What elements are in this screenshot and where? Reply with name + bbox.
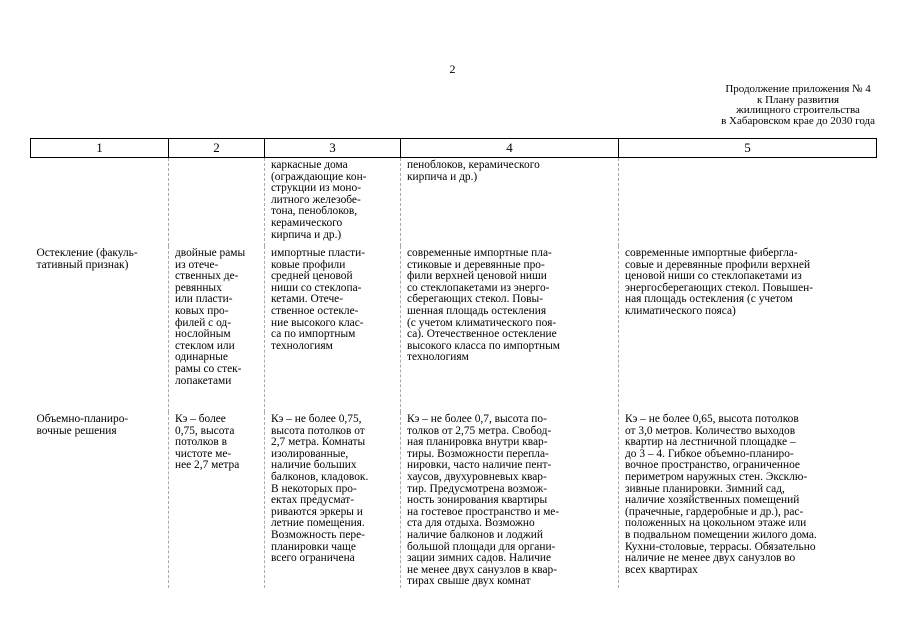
table-cell: импортные пласти- ковые профили средней ценовой ниши со стеклопа- кетами. Отече- ственное остекле- ние высокого клас- са по импортным технологиям <box>265 246 401 412</box>
table-cell: Кэ – не более 0,7, высота по- толков от 2,75 метра. Свобод- ная планировка внутри квар- тиры. Возможности перепла- нировки, часто наличие пент- хаусов, двухуровневых квар- тир. Предусмотрена возмож- ность зонирования квартиры на гостевое пространство и ме- ста для отдыха. Возможно наличие балконов и лоджий большой площади для органи- зации зимних садов. Наличие не менее двух санузлов в квар- тирах свыше двух комнат <box>401 412 619 588</box>
table-cell: пеноблоков, керамического кирпича и др.) <box>401 158 619 247</box>
table-cell: Кэ – не более 0,75, высота потолков от 2,7 метра. Комнаты изолированные, наличие больших балконов, кладовок. В некоторых про- ектах предусмат- риваются эркеры и летние помещения. Возможность пере- планировки чаще всего ограничена <box>265 412 401 588</box>
table-cell <box>31 158 169 247</box>
table-row <box>31 412 877 588</box>
header-col-2: 2 <box>169 139 265 158</box>
table-cell: Кэ – более 0,75, высота потолков в чистоте ме- нее 2,7 метра <box>169 412 265 588</box>
table-cell: современные импортные пла- стиковые и деревянные про- фили верхней ценовой ниши со стеклопакетами из энерго- сберегающих стекол. Повы- шенная площадь остекления (с учетом климатического поя- са). Отечественное остекление высокого класса по импортным технологиям <box>401 246 619 412</box>
header-col-5: 5 <box>619 139 877 158</box>
header-col-3: 3 <box>265 139 401 158</box>
table-row <box>31 246 877 412</box>
table-cell: Остекление (факуль- тативный признак) <box>36 247 138 271</box>
table-cell: Кэ – не более 0,65, высота потолков от 3,0 метров. Количество выходов квартир на лестничной площадке – до 3 – 4. Гибкое объемно-планиро- вочное пространство, ограниченное периметром наружных стен. Эксклю- зивные планировки. Зимний сад, наличие хозяйственных помещений (прачечные, гардеробные и др.), рас- положенных на цокольном этаже или в подвальном помещении жилого дома. Кухни-столовые, террасы. Обязательно наличие не менее двух санузлов во всех квартирах <box>619 412 877 588</box>
table-cell <box>619 158 877 247</box>
page-number: 2 <box>449 62 456 76</box>
header-col-1: 1 <box>31 139 169 158</box>
table-row <box>31 158 877 247</box>
appendix-note: Продолжение приложения № 4 к Плану развития жилищного строительства в Хабаровском крае до 2030 года <box>721 83 875 127</box>
table-cell: двойные рамы из отече- ственных де- ревянных или пласти- ковых про- филей с од- нослойным стеклом или одинарные рамы со стек- лопакетами <box>169 246 265 412</box>
table-cell: каркасные дома (ограждающие кон- струкции из моно- литного железобе- тона, пеноблоков, керамического кирпича и др.) <box>265 158 401 247</box>
header-row <box>31 139 877 158</box>
table-cell: современные импортные фибергла- совые и деревянные профили верхней ценовой ниши со стеклопакетами из энергосберегающих стекол. Повышен- ная площадь остекления (с учетом климатического пояса) <box>619 246 877 412</box>
data-table <box>30 138 877 588</box>
header-col-4: 4 <box>401 139 619 158</box>
table-cell: Объемно-планиро- вочные решения <box>36 413 129 437</box>
table-cell <box>169 158 265 247</box>
